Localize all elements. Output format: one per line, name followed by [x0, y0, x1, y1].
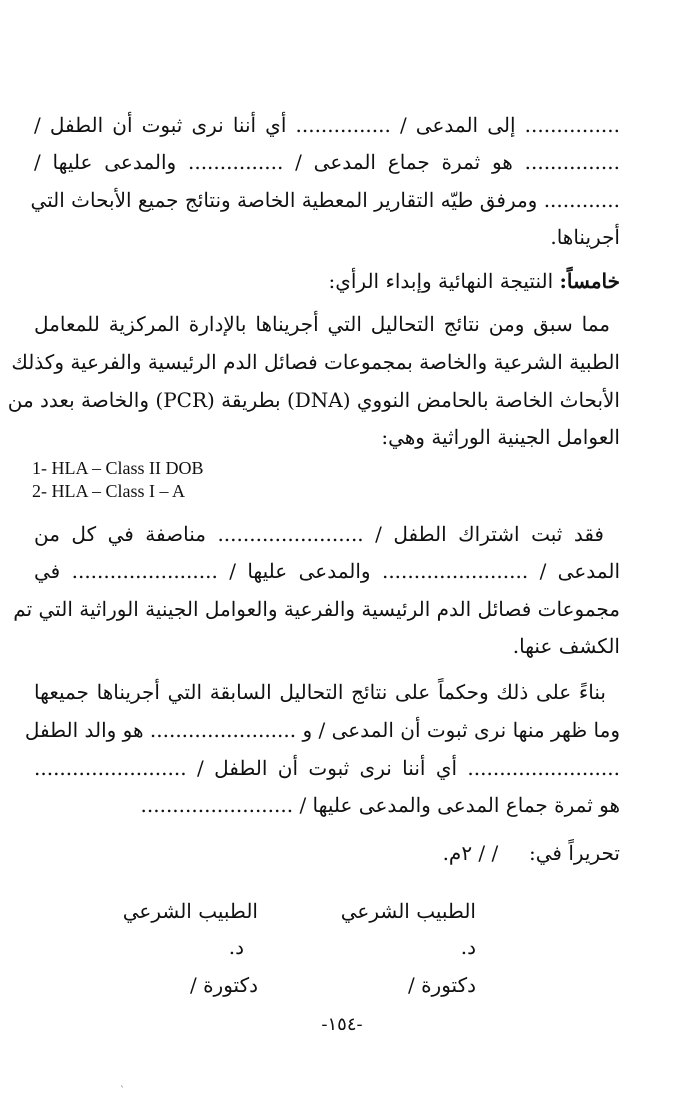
signature-name: دكتورة /: [407, 973, 476, 997]
paragraph-line: أجريناها.: [550, 225, 620, 249]
paragraph-line: الأبحاث الخاصة بالحامض النووي (DNA) بطريقة (PCR) والخاصة بعدد من: [7, 388, 620, 412]
paragraph-line: ............... هو ثمرة جماع المدعى / ............... والمدعى عليها /: [34, 150, 620, 174]
signature-abbr: د.: [460, 935, 476, 959]
paragraph-line: بناءً على ذلك وحكماً على نتائج التحاليل السابقة التي أجريناها جميعها: [34, 680, 606, 704]
section-heading: [34, 265, 620, 297]
signature-block-right: [341, 896, 476, 926]
scan-mark: `: [120, 1086, 125, 1097]
signature-abbr: د.: [228, 935, 244, 959]
date-label: تحريراً في:: [529, 841, 620, 865]
paragraph-line: المدعى / ....................... والمدعى عليها / ....................... في: [34, 559, 620, 583]
date-value: / / ٢م.: [442, 841, 499, 865]
section-heading-text: النتيجة النهائية وإبداء الرأي:: [328, 269, 554, 293]
date-line: [34, 837, 620, 869]
signature-title: الطبيب الشرعي: [122, 899, 258, 923]
paragraph-line: مما سبق ومن نتائج التحاليل التي أجريناها بالإدارة المركزية للمعامل: [34, 312, 610, 336]
page-number: -١٥٤-: [321, 1014, 363, 1035]
paragraph-line: هو ثمرة جماع المدعى والمدعى عليها / ........................: [140, 793, 620, 817]
section-heading-label: خامساً:: [559, 269, 620, 293]
signature-title: الطبيب الشرعي: [340, 899, 476, 923]
paragraph-line: مجموعات فصائل الدم الرئيسية والفرعية والعوامل الجينية الوراثية التي تم: [13, 597, 620, 621]
paragraph-line: ............ ومرفق طيّه التقارير المعطية الخاصة ونتائج جميع الأبحاث التي: [30, 188, 620, 212]
signature-block-left: [123, 896, 258, 926]
paragraph-line: ........................ أي أننا نرى ثبوت أن الطفل / ........................: [34, 756, 620, 780]
paragraph-line: وما ظهر منها نرى ثبوت أن المدعى / و ....................... هو والد الطفل: [24, 718, 620, 742]
list-item: 2- HLA – Class I – A: [32, 481, 185, 501]
paragraph-line: الطبية الشرعية والخاصة بمجموعات فصائل الدم الرئيسية والفرعية وكذلك: [11, 350, 620, 374]
paragraph-line: الكشف عنها.: [512, 634, 620, 658]
paragraph-line: فقد ثبت اشتراك الطفل / ....................... مناصفة في كل من: [34, 522, 604, 546]
paragraph-line: ............... إلى المدعى / ............... أي أننا نرى ثبوت أن الطفل /: [34, 113, 620, 137]
list-item: 1- HLA – Class II DOB: [32, 458, 204, 478]
signature-name: دكتورة /: [189, 973, 258, 997]
paragraph-line: العوامل الجينية الوراثية وهي:: [381, 425, 620, 449]
